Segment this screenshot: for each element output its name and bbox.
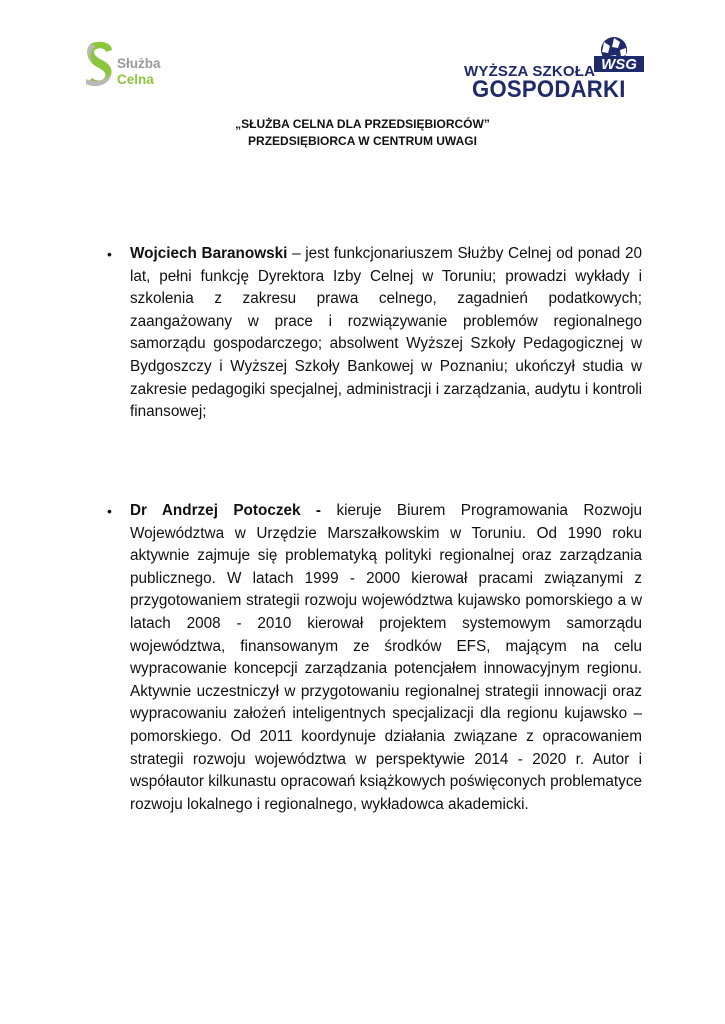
- sluzba-celna-logo: [84, 40, 174, 92]
- bio-list-item: [107, 500, 642, 816]
- bio-list-item: [107, 243, 642, 424]
- wsg-badge-icon: [590, 36, 646, 74]
- bullet-icon: •: [107, 503, 112, 519]
- page-subtitle: PRZEDSIĘBIORCA W CENTRUM UWAGI: [248, 134, 477, 148]
- page-title: „SŁUŻBA CELNA DLA PRZEDSIĘBIORCÓW”: [235, 117, 490, 131]
- bio-paragraph: [130, 243, 642, 424]
- logo-left-line2: Celna: [117, 72, 154, 87]
- bullet-icon: •: [107, 246, 112, 262]
- bio-text: – jest funkcjonariuszem Służby Celnej od ponad 20 lat, pełni funkcję Dyrektora Izby Celnej w Toruniu; prowadzi wykłady i szkolenia z zakresu prawa celnego, zagadnień podatkowych; zaangażowany w prace i rozwiązywanie problemów regionalnego samorządu gospodarczego; absolwent Wyższej Szkoły Pedagogicznej w Bydgoszczy i Wyższej Szkoły Bankowej w Poznaniu; ukończył studia w zakresie pedagogiki specjalnej, administracji i zarządzania, audytu i kontroli finansowej;: [130, 245, 642, 421]
- sluzba-celna-emblem-icon: [84, 40, 118, 90]
- bio-text: kieruje Biurem Programowania Rozwoju Województwa w Urzędzie Marszałkowskim w Toruniu. Od 1990 roku aktywnie zajmuje się problematyką polityki regionalnej oraz zarządzania publicznego. W latach 1999 - 2000 kierował pracami związanymi z przygotowaniem strategii rozwoju województwa kujawsko pomorskiego a w latach 2008 - 2010 kierował projektem systemowym samorządu województwa, finansowanym ze środków EFS, mającym na celu wypracowanie koncepcji zarządzania potencjałem innowacyjnym regionu. Aktywnie uczestniczył w przygotowaniu regionalnej strategii innowacji oraz wypracowaniu założeń inteligentnych specjalizacji dla regionu kujawsko – pomorskiego. Od 2011 koordynuje działania związane z opracowaniem strategii rozwoju województwa w perspektywie 2014 - 2020 r. Autor i współautor kilkunastu opracowań książkowych poświęconych problematyce rozwoju lokalnego i regionalnego, wykładowca akademicki.: [130, 502, 642, 813]
- bio-paragraph: [130, 500, 642, 816]
- wsg-badge-text: WSG: [601, 56, 637, 73]
- logo-right-line1: WYŻSZA SZKOŁA: [464, 63, 596, 80]
- wsg-logo: [460, 36, 650, 103]
- bio-name: Wojciech Baranowski: [130, 245, 288, 262]
- logo-left-line1: Służba: [117, 56, 161, 71]
- bio-name: Dr Andrzej Potoczek -: [130, 502, 322, 519]
- logo-right-line2: GOSPODARKI: [472, 76, 626, 103]
